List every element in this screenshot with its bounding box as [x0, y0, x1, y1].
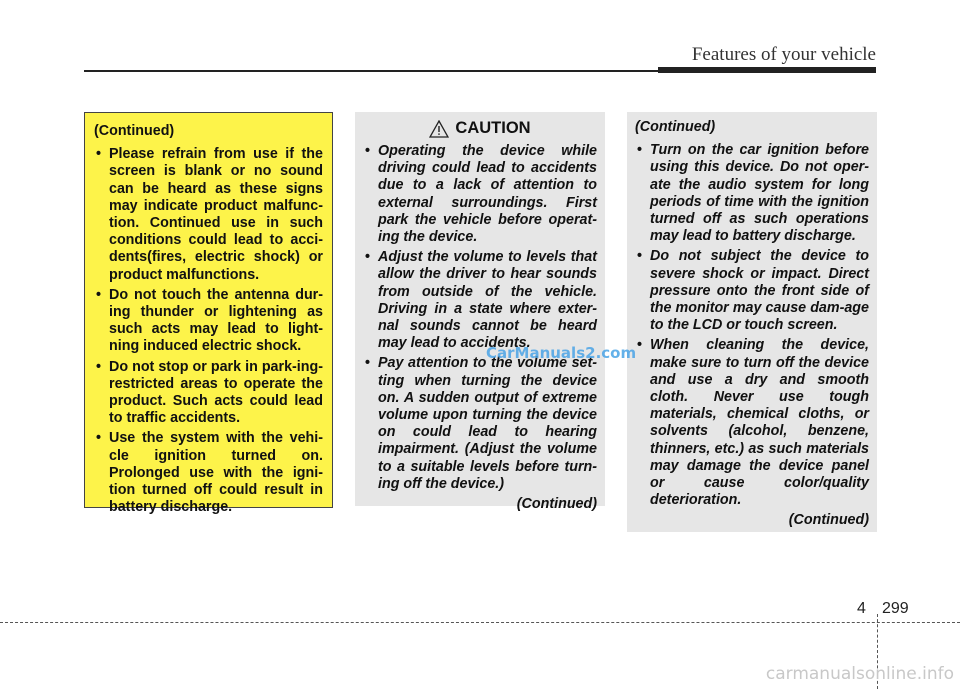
info-list	[94, 146, 323, 516]
header-rule-thick	[658, 67, 876, 73]
yellow-info-box	[84, 112, 333, 516]
continued-label: (Continued)	[516, 496, 597, 513]
bullet-icon: •	[637, 142, 643, 159]
list-item: • Do not subject the device to severe shock or impact. Direct pressure onto the front side of the monitor may cause dam-age to the LCD or touch screen.	[637, 248, 869, 334]
continued-caution-box	[627, 112, 877, 532]
bullet-icon: •	[637, 337, 643, 354]
footer-rule	[0, 622, 960, 623]
footer-site-link[interactable]: carmanualsonline.info	[765, 664, 954, 684]
page-number: 299	[882, 600, 909, 617]
continued-label: (Continued)	[635, 119, 716, 135]
bullet-icon: •	[365, 143, 371, 159]
caution-list	[363, 143, 597, 493]
list-item: • Operating the device while driving could lead to accidents due to a lack of attention to external surroundings. First park the vehicle before operat-ing the device.	[365, 143, 597, 246]
bullet-icon: •	[365, 355, 371, 372]
continued-label: (Continued)	[94, 123, 175, 139]
bullet-icon: •	[365, 249, 371, 266]
list-item: • Please refrain from use if the screen is blank or no sound can be heard as these signs may indicate product malfunc-tion. Continued use in such conditions could lead to acci-dents(fires, electric shock) or product malfunctions.	[96, 146, 323, 283]
caution-list-continued	[635, 142, 869, 509]
header-rule-thin	[84, 70, 660, 72]
bullet-icon: •	[637, 248, 643, 265]
bullet-icon: •	[96, 286, 102, 303]
bullet-icon: •	[96, 146, 102, 163]
caution-box	[355, 112, 605, 513]
bullet-icon: •	[96, 358, 102, 375]
chapter-number: 4	[857, 600, 866, 617]
list-item: • Use the system with the vehi-cle ignition turned on. Prolonged use with the igni-tion turned off could result in battery discharge.	[96, 430, 323, 516]
continued-label: (Continued)	[788, 512, 869, 529]
header-title: Features of your vehicle	[691, 44, 876, 65]
list-item: • Adjust the volume to levels that allow the driver to hear sounds from outside of the vehicle. Driving in a state where exter-nal sounds cannot be heard may lead to accidents.	[365, 249, 597, 352]
list-item: • Turn on the car ignition before using this device. Do not oper-ate the audio system for long periods of time with the ignition turned off as such operations may lead to battery discharge.	[637, 142, 869, 245]
list-item: • Do not touch the antenna dur-ing thunder or lightening as such acts may lead to light-ning induced electric shock.	[96, 286, 323, 355]
bullet-icon: •	[96, 430, 102, 447]
list-item: • Pay attention to the volume set-ting when turning the device on. A sudden output of extreme volume upon turning the device on could lead to hearing impairment. (Adjust the volume to a suitable levels before turn-ing off the device.)	[365, 355, 597, 492]
caution-title: CAUTION	[455, 119, 531, 138]
list-item: • Do not stop or park in park-ing-restricted areas to operate the product. Such acts could lead to traffic accidents.	[96, 358, 323, 427]
watermark: CarManuals2.com	[486, 344, 637, 362]
list-item: • When cleaning the device, make sure to turn off the device and use a dry and smooth cloth. Never use tough materials, chemical cloths, or solvents (alcohol, benzene, thinners, etc.) as such materials may damage the device panel or cause color/quality deterioration.	[637, 337, 869, 509]
warning-triangle-icon	[429, 120, 449, 138]
caution-heading	[363, 120, 597, 138]
